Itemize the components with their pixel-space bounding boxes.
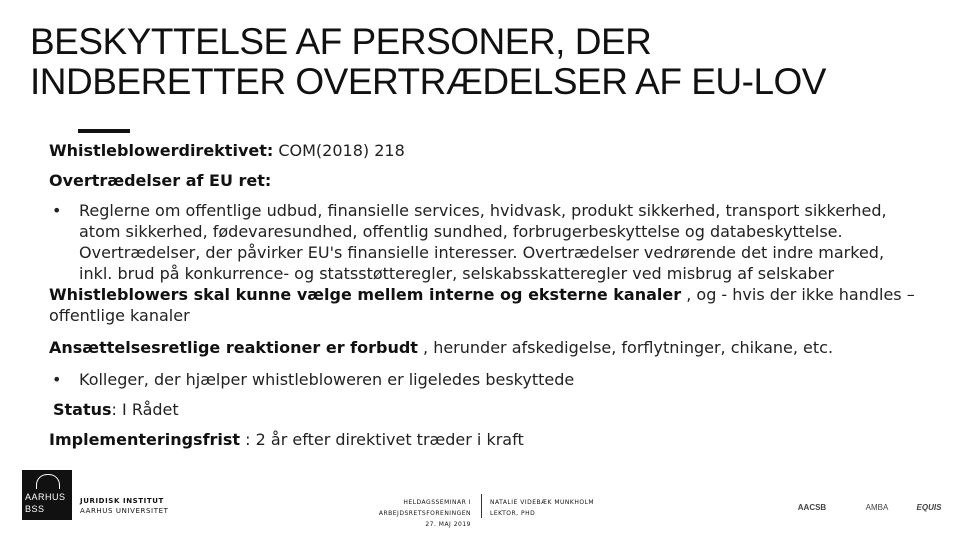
- seminar-block: [313, 497, 471, 530]
- seminar-date: 27. MAJ 2019: [425, 521, 471, 528]
- bullet-icon: •: [52, 370, 62, 389]
- directive-line: [49, 140, 949, 161]
- violations-line: atom sikkerhed, fødevaresundhed, offentlig sundhed, forbrugerbeskyttelse og databeskyttelse.: [79, 222, 843, 241]
- retaliation-bold: Ansættelsesretlige reaktioner er forbudt: [49, 338, 418, 357]
- implementation-value: : 2 år efter direktivet træder i kraft: [240, 430, 524, 449]
- retaliation-rest: , herunder afskedigelse, forflytninger, chikane, etc.: [417, 338, 834, 357]
- violations-bullet: [49, 200, 949, 284]
- channels-line-2: offentlige kanaler: [49, 306, 190, 325]
- author-title: LEKTOR, PHD: [490, 510, 536, 517]
- status-value: : I Rådet: [111, 400, 179, 419]
- author-name: NATALIE VIDEBÆK MUNKHOLM: [490, 499, 595, 506]
- logo-line-2: BSS: [25, 504, 45, 514]
- institute-name: JURIDISK INSTITUT: [80, 497, 164, 505]
- violations-line: Reglerne om offentlige udbud, finansielle services, hvidvask, produkt sikkerhed, transport sikkerhed,: [79, 201, 887, 220]
- implementation-label: Implementeringsfrist: [49, 430, 241, 449]
- aarhus-bss-logo: [22, 470, 72, 520]
- seminar-name: HELDAGSSEMINAR I ARBEJDSRETSFORENINGEN: [378, 499, 471, 517]
- equis-logo: EQUIS: [916, 503, 942, 512]
- colleagues-text: Kolleger, der hjælper whistlebloweren er ligeledes beskyttede: [79, 370, 575, 389]
- title-line-1: BESKYTTELSE AF PERSONER, DER: [30, 21, 652, 62]
- channels-line: [49, 284, 949, 305]
- institute-university: AARHUS UNIVERSITET: [80, 507, 169, 515]
- directive-value: COM(2018) 218: [273, 141, 405, 160]
- title-line-2: INDBERETTER OVERTRÆDELSER AF EU-LOV: [30, 61, 826, 102]
- retaliation-line: [49, 337, 949, 358]
- amba-logo: AMBA: [865, 503, 889, 512]
- footer-divider: [481, 494, 482, 518]
- seal-icon: [36, 474, 60, 489]
- directive-label: Whistleblowerdirektivet:: [49, 141, 274, 160]
- logo-line-1: AARHUS: [25, 492, 66, 502]
- channels-rest: , og - hvis der ikke handles –: [681, 285, 915, 304]
- status-label: Status: [53, 400, 112, 419]
- implementation-line: [49, 429, 949, 450]
- bullet-icon: •: [52, 201, 62, 220]
- title-accent-bar: [78, 129, 130, 133]
- status-line: [49, 399, 949, 420]
- violations-label: Overtrædelser af EU ret:: [49, 171, 272, 190]
- slide-body: [49, 140, 949, 450]
- slide-title: [30, 22, 940, 102]
- violations-line: inkl. brud på konkurrence- og statsstøtteregler, selskabsskatteregler ved misbrug af selskaber: [79, 264, 835, 283]
- colleagues-bullet: [49, 369, 949, 390]
- channels-bold: Whistleblowers skal kunne vælge mellem interne og eksterne kanaler: [49, 285, 682, 304]
- aacsb-logo: AACSB: [797, 503, 827, 512]
- violations-line: Overtrædelser, der påvirker EU's finansielle interesser. Overtrædelser vedrørende det indre marked,: [79, 243, 885, 262]
- author-block: [490, 497, 594, 519]
- institute-block: [80, 496, 168, 516]
